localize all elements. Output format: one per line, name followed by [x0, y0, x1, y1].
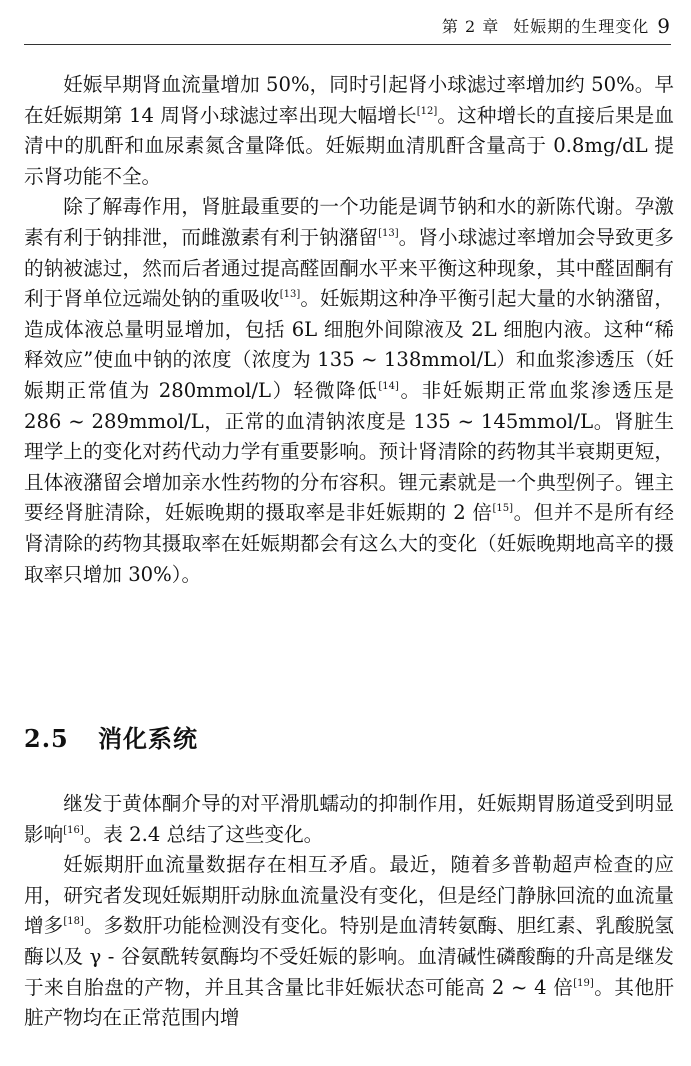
section-heading: [24, 719, 198, 754]
body-text-section-2-4: [24, 70, 674, 590]
paragraph-gi-tract: [24, 789, 674, 850]
text-run: 。非妊娠期正常血浆渗透压是 286 ~ 289mmol/L，正常的血清钠浓度是 135 ~ 145mmol/L。肾脏生理学上的变化对药代动力学有重要影响。预计肾清除的药物其半衰期更短，且体液潴留会增加亲水性药物的分布容积。锂元素就是一个典型例子。锂主要经肾脏清除，妊娠晚期的摄取率是非妊娠期的 2 倍: [24, 378, 674, 525]
chapter-title: 妊娠期的生理变化: [513, 17, 650, 36]
text-run: 妊娠期肝血流量数据存在相互矛盾。最近，随着多普勒超声检查的应用，研究者发现妊娠期肝动脉血流量没有变化，但是经门静脉回流的血流量增多: [24, 853, 674, 938]
citation-ref: [13]: [378, 227, 399, 239]
paragraph-liver: [24, 850, 674, 1034]
paragraph-renal-blood-flow: [24, 70, 674, 192]
text-run: 妊娠早期肾血流量增加 50%，同时引起肾小球滤过率增加约 50%。早在妊娠期第 14 周肾小球滤过率出现大幅增长: [24, 73, 674, 127]
text-run: 。这种增长的直接后果是血清中的肌酐和血尿素氮含量降低。妊娠期血清肌酐含量高于 0.8mg/dL 提示肾功能不全。: [24, 103, 675, 188]
body-text-section-2-5: [24, 789, 674, 1034]
text-run: 。妊娠期这种净平衡引起大量的水钠潴留，造成体液总量明显增加，包括 6L 细胞外间隙液及 2L 细胞内液。这种“稀释效应”使血中钠的浓度（浓度为 135 ~ 138mmol/L）和血浆渗透压（妊娠期正常值为 280mmol/L）轻微降低: [24, 287, 675, 402]
text-run: 。但并不是所有经肾清除的药物其摄取率在妊娠期都会有这么大的变化（妊娠晚期地高辛的摄取率只增加 30%）。: [24, 501, 674, 586]
citation-ref: [13]: [279, 289, 301, 301]
citation-ref: [15]: [492, 503, 514, 515]
running-head: [442, 14, 671, 38]
text-run: 。表 2.4 总结了这些变化。: [83, 822, 324, 846]
section-number: 2.5: [24, 724, 69, 753]
citation-ref: [12]: [416, 105, 438, 117]
section-title: 消化系统: [98, 724, 198, 753]
citation-ref: [14]: [378, 380, 399, 392]
citation-ref: [16]: [63, 824, 84, 836]
text-run: 。肾小球滤过率增加会导致更多的钠被滤过，然而后者通过提高醛固酮水平来平衡这种现象，其中醛固酮有利于肾单位远端处钠的重吸收: [24, 225, 675, 311]
running-header: [24, 0, 671, 45]
text-run: 。多数肝功能检测没有变化。特别是血清转氨酶、胆红素、乳酸脱氢酶以及 γ - 谷氨酰转氨酶均不受妊娠的影响。血清碱性磷酸酶的升高是继发于来自胎盘的产物，并且其含量比非妊娠状态可能高 2 ~ 4 倍: [24, 914, 675, 999]
text-run: 除了解毒作用，肾脏最重要的一个功能是调节钠和水的新陈代谢。孕激素有利于钠排泄，而雌激素有利于钠潴留: [24, 195, 674, 249]
citation-ref: [18]: [63, 916, 84, 928]
paragraph-sodium-water: [24, 192, 674, 590]
page-number: 9: [657, 14, 671, 38]
text-run: 。其他肝脏产物均在正常范围内增: [24, 975, 675, 1030]
chapter-label: 第 2 章: [441, 17, 500, 36]
citation-ref: [19]: [573, 977, 594, 989]
text-run: 继发于黄体酮介导的对平滑肌蠕动的抑制作用，妊娠期胃肠道受到明显影响: [24, 792, 674, 846]
